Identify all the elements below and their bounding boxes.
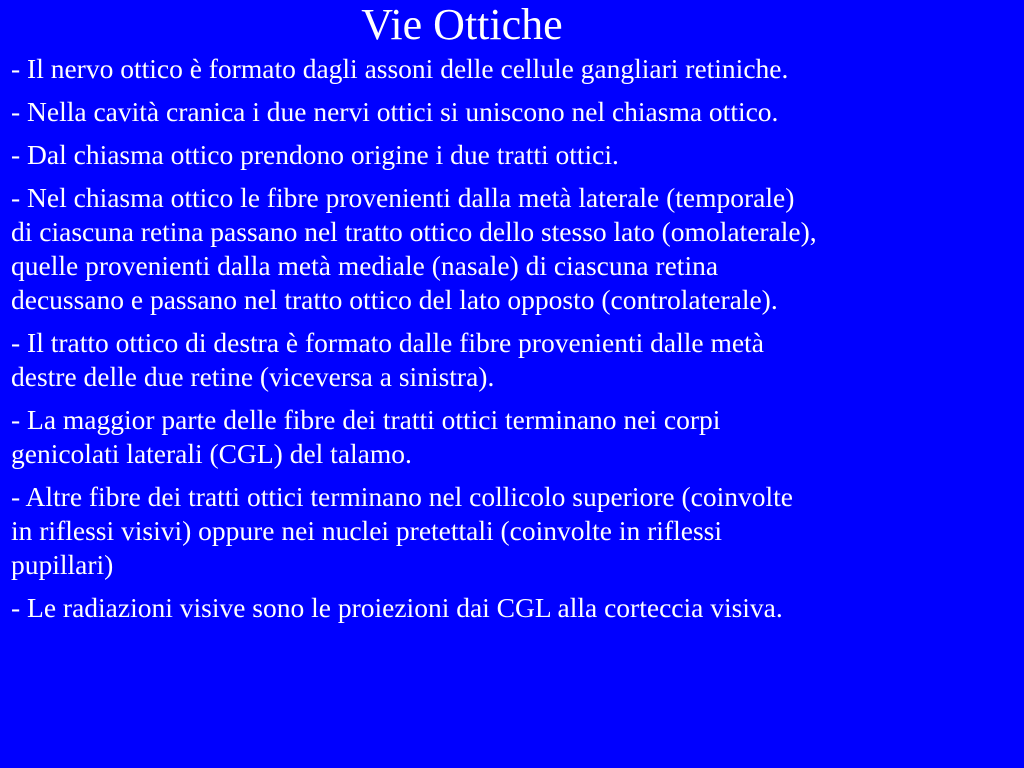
slide-title: Vie Ottiche [361,0,563,49]
bullet-line: di ciascuna retina passano nel tratto ottico dello stesso lato (omolaterale), [11,216,817,247]
bullet-line: quelle provenienti dalla metà mediale (nasale) di ciascuna retina [11,250,719,281]
bullet-item [11,591,1016,625]
bullet-line: - Il tratto ottico di destra è formato dalle fibre provenienti dalle metà [11,327,764,358]
bullet-item [11,138,1016,172]
bullet-line: genicolati laterali (CGL) del talamo. [11,438,412,469]
bullet-item [11,95,1016,129]
bullet-line: pupillari) [11,549,114,580]
bullet-line: - La maggior parte delle fibre dei tratti ottici terminano nei corpi [11,404,721,435]
bullet-item [11,326,1016,394]
bullet-item [11,480,1016,582]
bullet-line: - Altre fibre dei tratti ottici terminano nel collicolo superiore (coinvolte [11,481,793,512]
bullet-line: - Le radiazioni visive sono le proiezioni dai CGL alla corteccia visiva. [11,592,783,623]
bullet-line: - Il nervo ottico è formato dagli assoni delle cellule gangliari retiniche. [11,53,789,84]
bullet-item [11,403,1016,471]
bullet-item [11,181,1016,317]
bullet-item [11,52,1016,86]
bullet-line: - Nella cavità cranica i due nervi ottici si uniscono nel chiasma ottico. [11,96,779,127]
bullet-line: in riflessi visivi) oppure nei nuclei pretettali (coinvolte in riflessi [11,515,722,546]
bullet-line: - Nel chiasma ottico le fibre provenienti dalla metà laterale (temporale) [11,182,795,213]
bullet-line: decussano e passano nel tratto ottico del lato opposto (controlaterale). [11,284,778,315]
bullet-line: - Dal chiasma ottico prendono origine i due tratti ottici. [11,139,619,170]
bullet-line: destre delle due retine (viceversa a sinistra). [11,361,495,392]
bullet-list [11,52,1016,634]
